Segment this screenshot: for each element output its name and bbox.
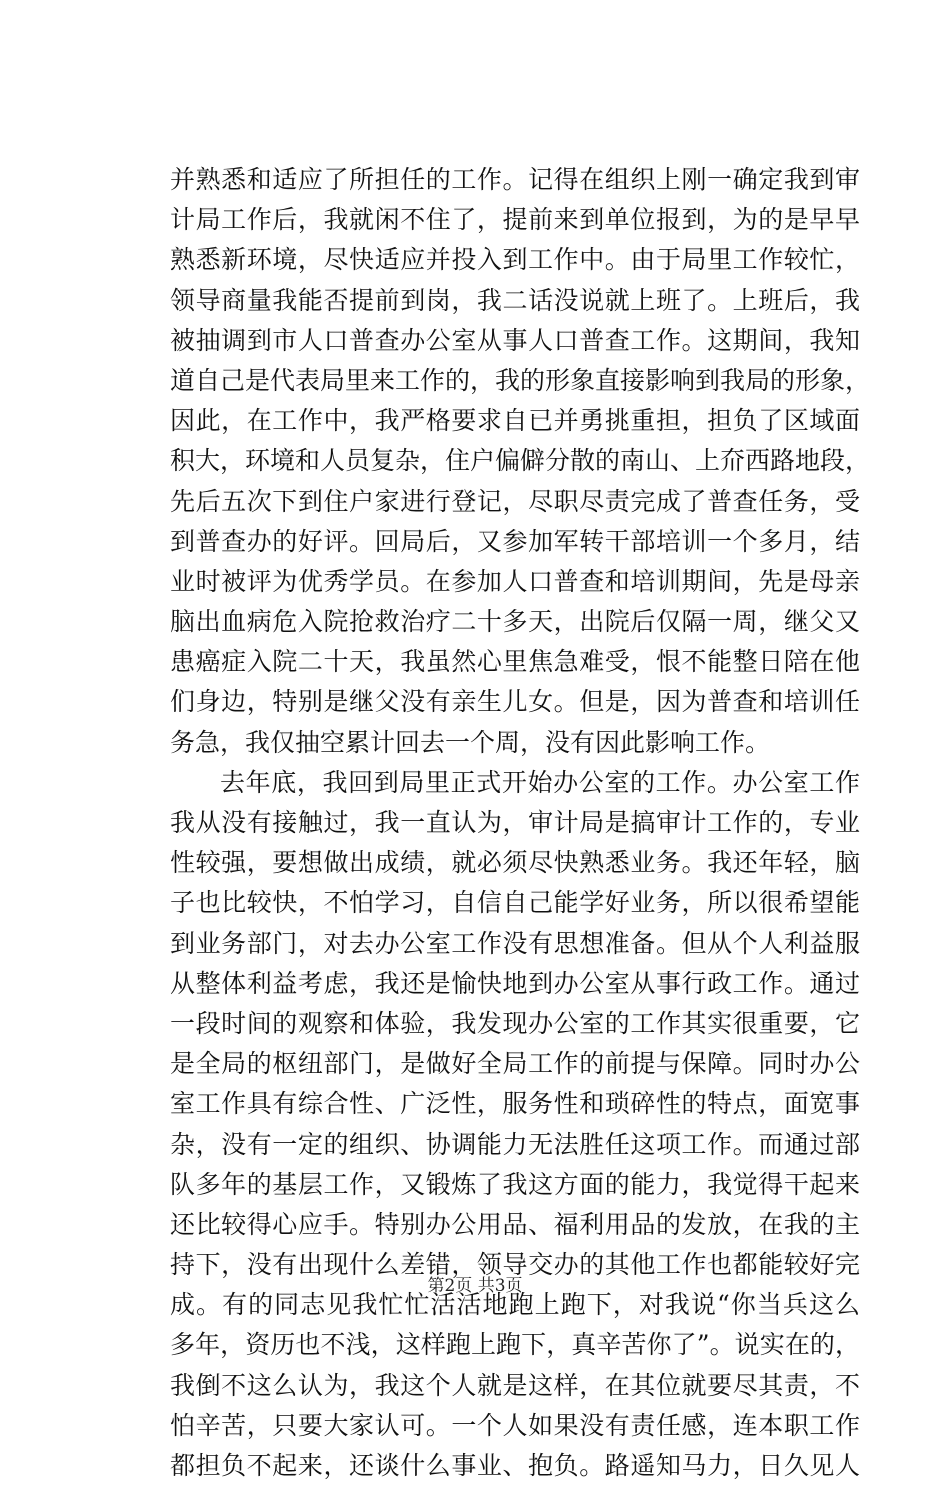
text-line: 队多年的基层工作，又锻炼了我这方面的能力，我觉得干起来 xyxy=(170,1169,860,1199)
text-line: 我从没有接触过，我一直认为，审计局是搞审计工作的，专业 xyxy=(170,808,860,837)
text-line: 积大，环境和人员复杂，住户偏僻分散的南山、上夼西路地段， xyxy=(170,446,871,476)
text-line: 杂，没有一定的组织、协调能力无法胜任这项工作。而通过部 xyxy=(170,1129,860,1159)
text-line: 道自己是代表局里来工作的，我的形象直接影响到我局的形象， xyxy=(170,365,871,395)
text-line: 业时被评为优秀学员。在参加人口普查和培训期间，先是母亲 xyxy=(170,566,860,596)
text-line: 还比较得心应手。特别办公用品、福利用品的发放，在我的主 xyxy=(170,1209,860,1239)
text-line: 子也比较快，不怕学习，自信自己能学好业务，所以很希望能 xyxy=(170,888,860,918)
text-line: 多年，资历也不浅，这样跑上跑下，真辛苦你了”。说实在的， xyxy=(170,1330,860,1360)
text-line: 持下，没有出现什么差错，领导交办的其他工作也都能较好完 xyxy=(170,1250,860,1280)
text-line: 室工作具有综合性、广泛性，服务性和琐碎性的特点，面宽事 xyxy=(170,1089,860,1119)
text-line: 脑出血病危入院抢救治疗二十多天，出院后仅隔一周，继父又 xyxy=(170,607,860,637)
text-line: 熟悉新环境，尽快适应并投入到工作中。由于局里工作较忙， xyxy=(170,245,860,275)
text-line: 领导商量我能否提前到岗，我二话没说就上班了。上班后，我 xyxy=(170,285,860,315)
paragraph-start-line: 去年底，我回到局里正式开始办公室的工作。办公室工作 xyxy=(220,767,860,797)
text-line: 先后五次下到住户家进行登记，尽职尽责完成了普查任务，受 xyxy=(170,486,860,516)
text-line: 从整体利益考虑，我还是愉快地到办公室从事行政工作。通过 xyxy=(170,968,860,998)
text-line: 因此，在工作中，我严格要求自已并勇挑重担，担负了区域面 xyxy=(170,406,860,436)
text-line: 被抽调到市人口普查办公室从事人口普查工作。这期间，我知 xyxy=(170,325,860,355)
text-line: 到普查办的好评。回局后，又参加军转干部培训一个多月，结 xyxy=(170,526,860,556)
text-line: 患癌症入院二十天，我虽然心里焦急难受，恨不能整日陪在他 xyxy=(170,647,860,677)
text-line: 们身边，特别是继父没有亲生儿女。但是，因为普查和培训任 xyxy=(170,687,860,717)
paragraph-end-line: 务急，我仅抽空累计回去一个周，没有因此影响工作。 xyxy=(170,727,771,757)
text-line: 是全局的枢纽部门，是做好全局工作的前提与保障。同时办公 xyxy=(170,1049,860,1079)
text-line: 怕辛苦，只要大家认可。一个人如果没有责任感，连本职工作 xyxy=(170,1410,860,1440)
text-line: 我倒不这么认为，我这个人就是这样，在其位就要尽其责，不 xyxy=(170,1370,860,1400)
text-line: 计局工作后，我就闲不住了，提前来到单位报到，为的是早早 xyxy=(170,205,860,235)
text-line: 一段时间的观察和体验，我发现办公室的工作其实很重要，它 xyxy=(170,1008,860,1038)
text-line: 性较强，要想做出成绩，就必须尽快熟悉业务。我还年轻，脑 xyxy=(170,848,860,878)
page-number-footer: 第2页 共3页 xyxy=(427,1276,523,1296)
text-line: 并熟悉和适应了所担任的工作。记得在组织上刚一确定我到审 xyxy=(170,165,860,194)
text-line: 到业务部门，对去办公室工作没有思想准备。但从个人利益服 xyxy=(170,928,860,958)
text-line: 都担负不起来，还谈什么事业、抱负。路遥知马力，日久见人 xyxy=(170,1451,860,1480)
text-line: 成。有的同志见我忙忙活活地跑上跑下，对我说“你当兵这么 xyxy=(170,1290,860,1320)
